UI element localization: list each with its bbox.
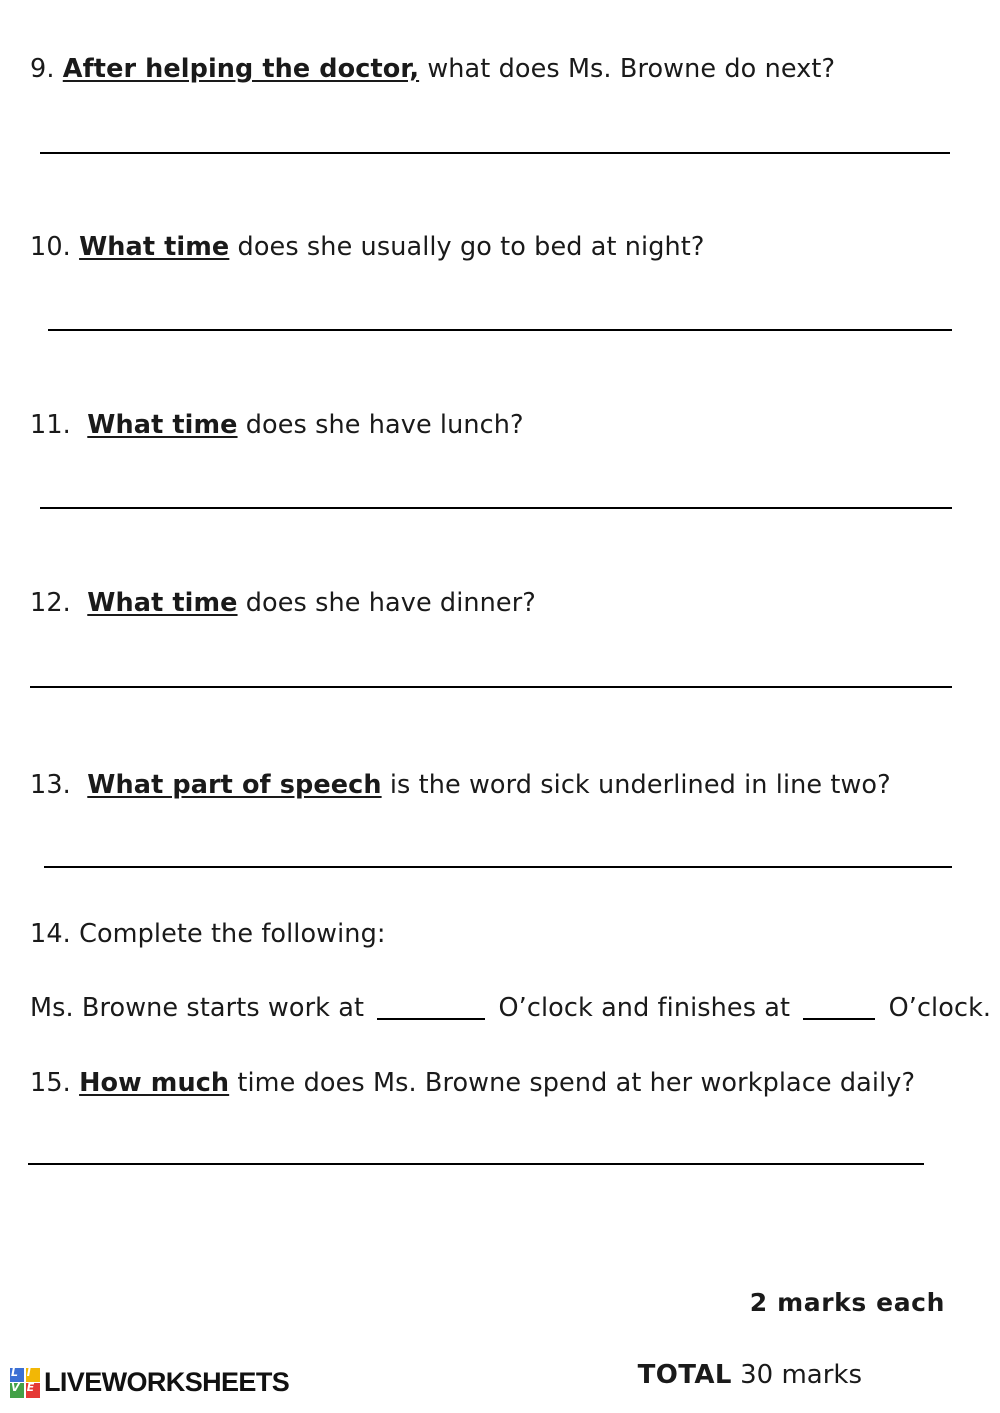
liveworksheets-logo[interactable] <box>10 1367 289 1398</box>
fill-in-blank-1[interactable] <box>377 1018 485 1020</box>
fill-in-blank-2[interactable] <box>803 1018 875 1020</box>
question-12-emphasis: What time <box>87 588 238 618</box>
question-9-emphasis: After helping the doctor, <box>62 54 420 84</box>
question-9-number: 9. <box>30 54 55 84</box>
question-10-emphasis: What time <box>79 232 230 262</box>
answer-line-11[interactable] <box>40 507 952 509</box>
question-13-emphasis: What part of speech <box>87 770 382 800</box>
fill-in-part-2: O’clock and finishes at <box>498 993 791 1023</box>
question-11-number: 11. <box>30 410 71 440</box>
question-12-text: does she have dinner? <box>237 588 536 618</box>
answer-line-13[interactable] <box>44 866 952 868</box>
logo-letter-l: L <box>11 1365 19 1379</box>
question-9 <box>30 52 835 86</box>
question-15-text: time does Ms. Browne spend at her workplace daily? <box>229 1068 916 1098</box>
liveworksheets-mark-icon <box>10 1365 40 1398</box>
answer-line-10[interactable] <box>48 329 952 331</box>
fill-in-part-1: Ms. Browne starts work at <box>30 993 365 1023</box>
question-12 <box>30 586 536 620</box>
logo-letter-e: E <box>26 1381 35 1395</box>
question-13-text: is the word sick underlined in line two? <box>381 770 891 800</box>
question-10 <box>30 230 704 264</box>
question-11 <box>30 408 524 442</box>
fill-in-part-3: O’clock. <box>888 993 992 1023</box>
question-10-text: does she usually go to bed at night? <box>229 232 705 262</box>
answer-line-15[interactable] <box>28 1163 924 1165</box>
question-13-number: 13. <box>30 770 71 800</box>
question-14 <box>30 917 386 951</box>
question-10-number: 10. <box>30 232 71 262</box>
question-14-number: 14. <box>30 919 71 949</box>
question-15-emphasis: How much <box>79 1068 230 1098</box>
logo-letter-v: V <box>11 1381 20 1395</box>
question-11-text: does she have lunch? <box>237 410 524 440</box>
question-9-text: what does Ms. Browne do next? <box>419 54 836 84</box>
marks-each-note: 2 marks each <box>749 1288 945 1317</box>
question-15 <box>30 1066 915 1100</box>
answer-line-9[interactable] <box>40 152 950 154</box>
question-14-text: Complete the following: <box>70 919 386 949</box>
total-value: 30 marks <box>731 1360 862 1390</box>
total-label: TOTAL <box>637 1360 732 1390</box>
answer-line-12[interactable] <box>30 686 952 688</box>
question-12-number: 12. <box>30 588 71 618</box>
logo-letter-i: I <box>26 1365 31 1379</box>
question-15-number: 15. <box>30 1068 71 1098</box>
question-11-emphasis: What time <box>87 410 238 440</box>
question-13 <box>30 768 891 802</box>
question-14-fill-in <box>30 991 991 1025</box>
liveworksheets-wordmark: LIVEWORKSHEETS <box>44 1367 290 1397</box>
